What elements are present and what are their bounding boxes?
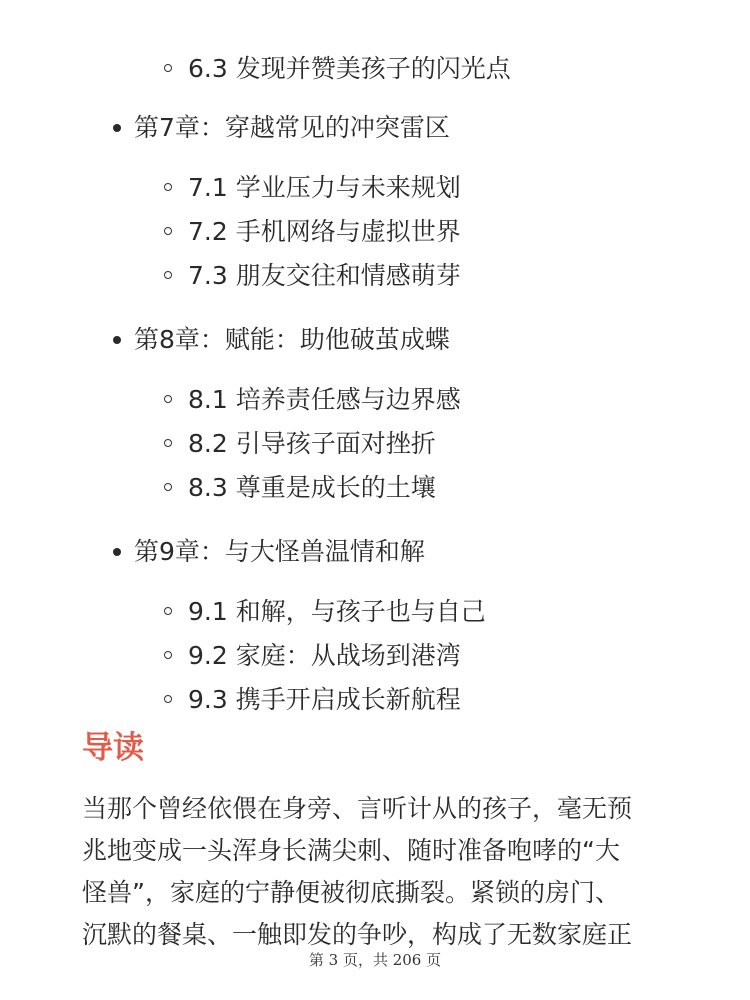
- toc-section-item: [0, 210, 750, 254]
- toc-chapter-item: [0, 100, 750, 156]
- toc-section-item: [0, 634, 750, 678]
- toc-section-list: [0, 166, 750, 298]
- toc-section-item: [0, 678, 750, 722]
- toc-chapter-label: 第8章：赋能：助他破茧成蝶: [134, 325, 450, 354]
- hollow-circle-bullet-icon: [164, 483, 172, 491]
- filled-circle-bullet-icon: [113, 124, 121, 132]
- toc-section-label: 8.1 培养责任感与边界感: [188, 385, 461, 414]
- toc-chapter-7: [0, 100, 750, 298]
- toc-section-item: [0, 590, 750, 634]
- hollow-circle-bullet-icon: [164, 227, 172, 235]
- hollow-circle-bullet-icon: [164, 607, 172, 615]
- intro-paragraph: [82, 788, 672, 956]
- filled-circle-bullet-icon: [113, 336, 121, 344]
- toc-section-item: [0, 466, 750, 510]
- toc-section-label: 6.3 发现并赞美孩子的闪光点: [188, 54, 511, 83]
- hollow-circle-bullet-icon: [164, 695, 172, 703]
- toc-chapter-8: [0, 312, 750, 510]
- toc-section-item: [0, 166, 750, 210]
- filled-circle-bullet-icon: [113, 548, 121, 556]
- toc-section-label: 9.1 和解，与孩子也与自己: [188, 597, 486, 626]
- toc-section-label: 7.2 手机网络与虚拟世界: [188, 217, 461, 246]
- toc-section-item: [0, 47, 750, 91]
- toc-section-label: 9.2 家庭：从战场到港湾: [188, 641, 461, 670]
- toc-section-item: [0, 422, 750, 466]
- toc-chapter-label: 第9章：与大怪兽温情和解: [134, 537, 425, 566]
- toc-section-label: 8.2 引导孩子面对挫折: [188, 429, 436, 458]
- hollow-circle-bullet-icon: [164, 439, 172, 447]
- toc-section-item: [0, 378, 750, 422]
- paragraph-line: 怪兽”，家庭的宁静便被彻底撕裂。紧锁的房门、: [82, 878, 620, 907]
- toc-section-label: 8.3 尊重是成长的土壤: [188, 473, 436, 502]
- hollow-circle-bullet-icon: [164, 271, 172, 279]
- toc-section-6-3: [0, 47, 750, 91]
- toc-section-list: [0, 378, 750, 510]
- toc-section-list: [0, 590, 750, 722]
- toc-chapter-label: 第7章：穿越常见的冲突雷区: [134, 113, 450, 142]
- toc-chapter-9: [0, 524, 750, 722]
- toc-section-item: [0, 254, 750, 298]
- hollow-circle-bullet-icon: [164, 64, 172, 72]
- hollow-circle-bullet-icon: [164, 651, 172, 659]
- toc-section-label: 7.1 学业压力与未来规划: [188, 173, 461, 202]
- paragraph-line: 沉默的餐桌、一触即发的争吵，构成了无数家庭正: [82, 920, 633, 949]
- toc-section-label: 9.3 携手开启成长新航程: [188, 685, 461, 714]
- toc-chapter-item: [0, 312, 750, 368]
- paragraph-line: 兆地变成一头浑身长满尖刺、随时准备咆哮的“大: [82, 836, 620, 865]
- hollow-circle-bullet-icon: [164, 395, 172, 403]
- table-of-contents: [0, 100, 750, 722]
- toc-chapter-item: [0, 524, 750, 580]
- toc-section-label: 7.3 朋友交往和情感萌芽: [188, 261, 461, 290]
- intro-heading: 导读: [82, 730, 144, 766]
- page-number-footer: 第 3 页，共 206 页: [308, 951, 442, 969]
- paragraph-line: 当那个曾经依偎在身旁、言听计从的孩子，毫无预: [82, 794, 633, 823]
- hollow-circle-bullet-icon: [164, 183, 172, 191]
